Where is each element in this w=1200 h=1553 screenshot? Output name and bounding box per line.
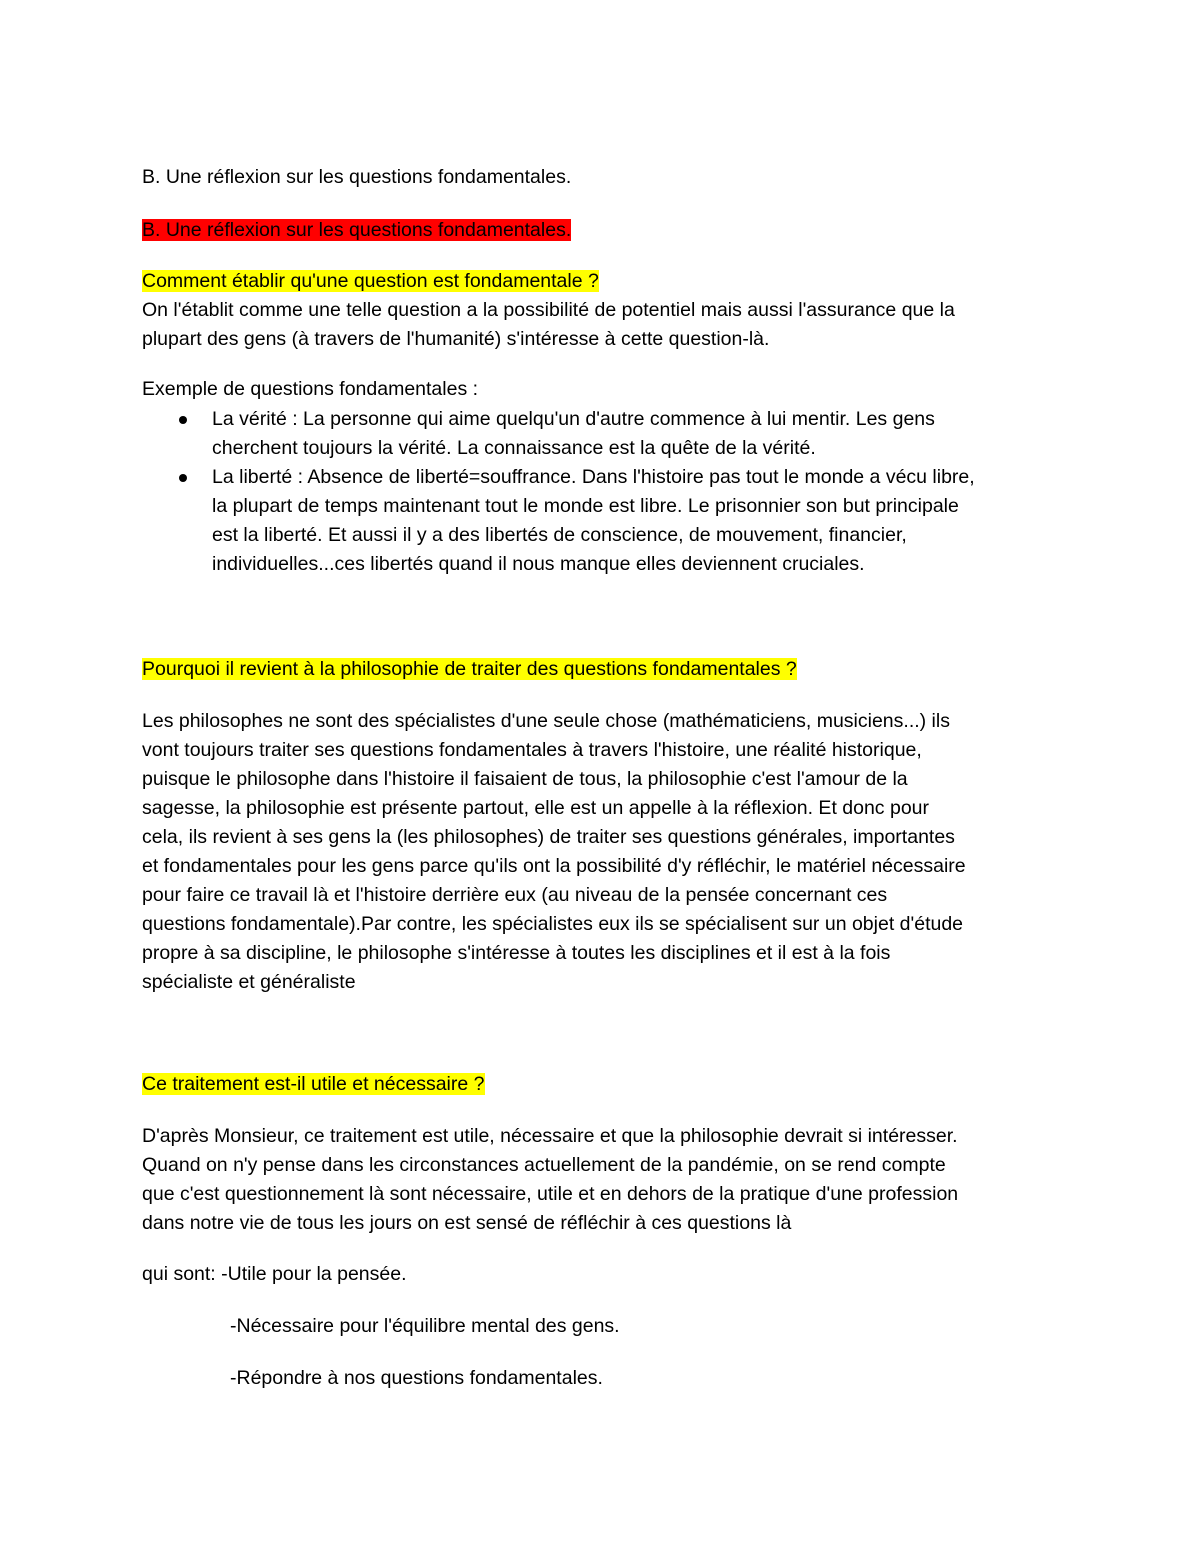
answer-1 (142, 296, 1062, 354)
answer-2-line: sagesse, la philosophie est présente partout, elle est un appelle à la réflexion. Et donc pour (142, 797, 930, 819)
answer-2-line: propre à sa discipline, le philosophe s'intéresse à toutes les disciplines et il est à la fois (142, 942, 891, 964)
list-item: -Répondre à nos questions fondamentales. (230, 1367, 603, 1389)
answer-2-line: puisque le philosophe dans l'histoire il faisaient de tous, la philosophie c'est l'amour de la (142, 768, 908, 790)
answer-1-line: plupart des gens (à travers de l'humanité) s'intéresse à cette question-là. (142, 328, 770, 350)
example-line: cherchent toujours la vérité. La connaissance est la quête de la vérité. (212, 437, 816, 459)
bullet-icon (179, 474, 187, 482)
section-title: B. Une réflexion sur les questions fondamentales. (142, 166, 572, 188)
answer-2-line: cela, ils revient à ses gens la (les philosophes) de traiter ses questions générales, importantes (142, 826, 955, 848)
question-2 (142, 655, 797, 684)
example-line: la plupart de temps maintenant tout le monde est libre. Le prisonnier son but principale (212, 495, 959, 517)
example-line: La liberté : Absence de liberté=souffrance. Dans l'histoire pas tout le monde a vécu libre, (212, 466, 975, 488)
answer-2-line: questions fondamentale).Par contre, les spécialistes eux ils se spécialisent sur un objet d'étude (142, 913, 964, 935)
answer-3 (142, 1122, 1062, 1238)
answer-2-line: et fondamentales pour les gens parce qu'ils ont la possibilité d'y réfléchir, le matériel nécessaire (142, 855, 966, 877)
answer-2-line: pour faire ce travail là et l'histoire derrière eux (au niveau de la pensée concernant ces (142, 884, 888, 906)
example-item-truth (142, 405, 1062, 463)
answer-2 (142, 707, 1062, 997)
example-item-liberty (142, 463, 1062, 579)
example-line: La vérité : La personne qui aime quelqu'un d'autre commence à lui mentir. Les gens (212, 408, 935, 430)
highlighted-title-text: B. Une réflexion sur les questions fondamentales. (142, 219, 572, 241)
example-line: est la liberté. Et aussi il y a des libertés de conscience, de mouvement, financier, (212, 524, 907, 546)
bullet-icon (179, 416, 187, 424)
answer-2-line: vont toujours traiter ses questions fondamentales à travers l'histoire, une réalité historique, (142, 739, 922, 761)
question-1 (142, 267, 599, 296)
examples-intro: Exemple de questions fondamentales : (142, 378, 479, 400)
question-3-text: Ce traitement est-il utile et nécessaire ? (142, 1073, 485, 1095)
answer-3-line: dans notre vie de tous les jours on est sensé de réfléchir à ces questions là (142, 1212, 792, 1234)
answer-2-line: spécialiste et généraliste (142, 971, 356, 993)
question-3 (142, 1070, 485, 1099)
question-1-text: Comment établir qu'une question est fondamentale ? (142, 270, 599, 292)
question-2-text: Pourquoi il revient à la philosophie de traiter des questions fondamentales ? (142, 658, 797, 680)
examples-list (142, 405, 1062, 579)
answer-2-line: Les philosophes ne sont des spécialistes d'une seule chose (mathématiciens, musiciens...) ils (142, 710, 950, 732)
example-line: individuelles...ces libertés quand il nous manque elles deviennent cruciales. (212, 553, 865, 575)
answer-3-line: que c'est questionnement là sont nécessaire, utile et en dehors de la pratique d'une profession (142, 1183, 959, 1205)
list-item: -Nécessaire pour l'équilibre mental des gens. (230, 1315, 620, 1337)
answer-1-line: On l'établit comme une telle question a la possibilité de potentiel mais aussi l'assurance que la (142, 299, 955, 321)
answer-3-line: Quand on n'y pense dans les circonstances actuellement de la pandémie, on se rend compte (142, 1154, 946, 1176)
list-intro: qui sont: -Utile pour la pensée. (142, 1263, 407, 1285)
answer-3-line: D'après Monsieur, ce traitement est utile, nécessaire et que la philosophie devrait si intéresser. (142, 1125, 958, 1147)
section-title-highlighted (142, 216, 571, 245)
